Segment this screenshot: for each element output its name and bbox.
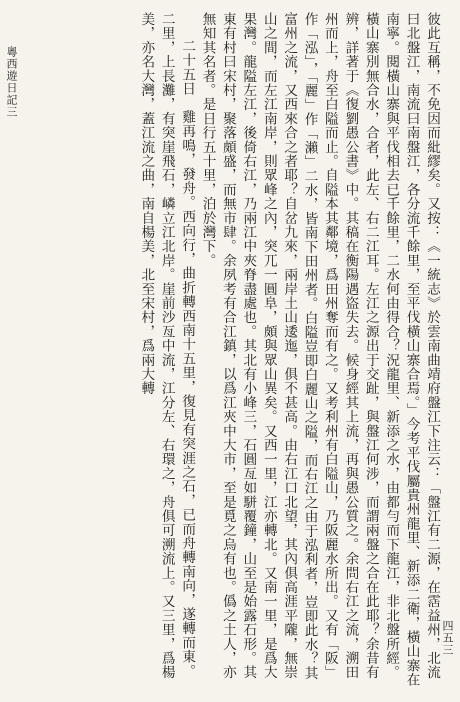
paragraph-continuation: 彼此互稱，不免因而紕繆矣。又按：《一統志》於雲南曲靖府盤江下注云：「盤江有二源，在霑益州，北流曰北盤江，南流曰南盤江，各分流千餘里，至平伐橫山寨合焉。」今考平伐屬貴州龍里、新添二衛，橫山寨在南寧。閱橫山寨與平伐相去已千餘里，二水何由得合？況龍里、新添之水，由都勻而下龍江，非北盤所經。橫山寨別無合水，合者，此左、右二江耳。左江之源出于交趾，與盤江何涉，而謂兩盤之合在此耶？余昔有辨，詳著于《復劉愚公書》中。其稿在衡陽遇盜失去。候身經其上流，再與愚公質之。余問右江之流，溯田州而上，舟至白隘而止。自隘本其鄰境，爲田州奪而有之。又考利州有白隘山，乃阪麗水所出。又有「阪」作「泓」，「麗」作「瀨」二水，皆南下田州者。白隘豈即白麗山之隘，而右江之由于泓利者，豈即此水？其富州之流，又西來合之者耶？自岔九來，兩岸土山逶迤，俱不甚高。由右江口北望，其內俱高涯平隴，無崇山之間，而左江南岸，則眾峰之內，突兀一圓阜，頗與眾山異矣。又西一里，江亦轉北。又南一里，是爲大果灣。龍隘左江，後倚右江，乃兩江中夾脊盡處也。其北有小峰三，石圓亙如駢覆鐘，山至是始露石形。其東有村曰宋村，聚落頗盛，而無市肆。余夙考有合江鎮，以爲江夾中大市，至是覓之烏有也。僞之土人，亦無知其名者。是日行五十里，泊於灣下。 bbox=[199, 12, 440, 687]
page-number: 四五三 bbox=[441, 620, 454, 656]
running-head: 粵西遊日記三 bbox=[5, 46, 18, 118]
paragraph-day-25: 二十五日 雞再鳴，發舟。西向行，曲折轉西南十五里，復見有突涯之石，已而舟轉南向，遂轉而東。二里，上長灘，有突崖飛石，嶙立江北岸。崖前沙亙中流，江分左、右環之，舟俱可溯流上。又三里，爲楊美，亦名大灣，蓋江流之曲，南自楊美，北至宋村，爲兩大轉 bbox=[138, 12, 196, 680]
vertical-text-block bbox=[34, 12, 442, 690]
